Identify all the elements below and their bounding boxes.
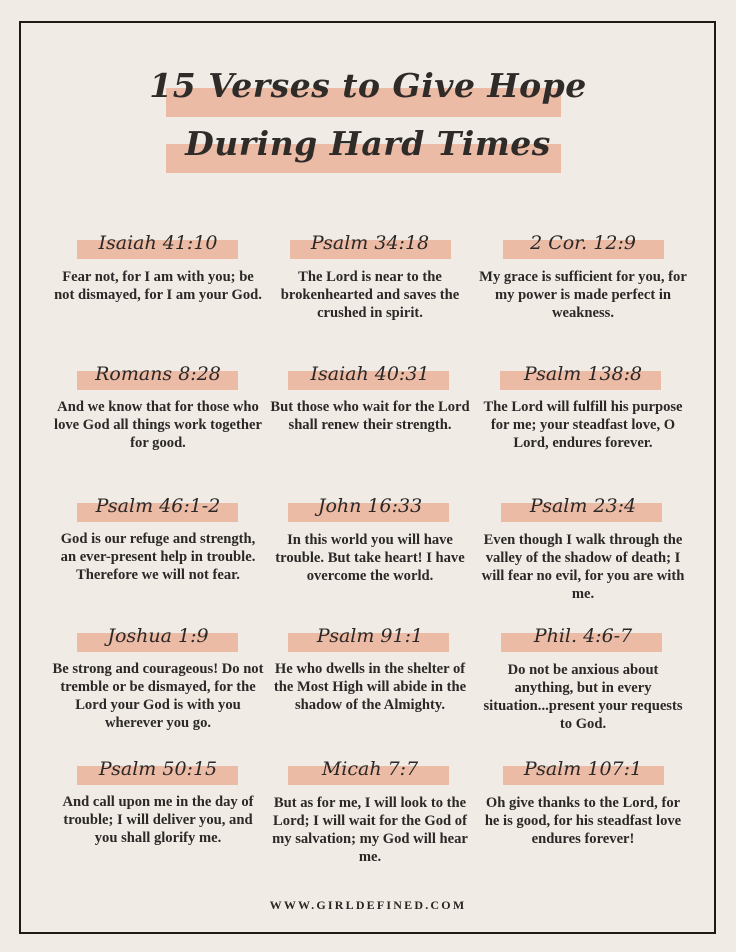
verse-reference: 2 Cor. 12:9 — [530, 232, 636, 254]
verse-reference: Psalm 46:1-2 — [95, 495, 221, 517]
verse-text: Even though I walk through the valley of the shadow of death; I will fear no evil, for you are with me. — [481, 532, 685, 602]
website-url: WWW.GIRLDEFINED.COM — [269, 898, 467, 912]
verse-reference: Isaiah 41:10 — [98, 232, 218, 254]
verse-text: The Lord will fulfill his purpose for me; your steadfast love, O Lord, endures forever. — [483, 399, 683, 451]
verse-text: Do not be anxious about anything, but in every situation...present your requests to God. — [483, 662, 683, 732]
verse-reference: Micah 7:7 — [321, 758, 419, 780]
page-title-line-2: During Hard Times — [185, 124, 551, 163]
verse-text: In this world you will have trouble. But take heart! I have overcome the world. — [275, 532, 465, 584]
verse-reference: John 16:33 — [317, 495, 423, 517]
verse-reference: Psalm 107:1 — [523, 758, 643, 780]
verse-reference: Psalm 34:18 — [310, 232, 430, 254]
verse-text: The Lord is near to the brokenhearted and saves the crushed in spirit. — [280, 269, 460, 321]
verse-text: But as for me, I will look to the Lord; I will wait for the God of my salvation; my God will hear me. — [272, 795, 468, 865]
page-title-line-1: 15 Verses to Give Hope — [149, 66, 587, 105]
verse-text: Fear not, for I am with you; be not dismayed, for I am your God. — [54, 269, 262, 303]
verse-reference: Psalm 138:8 — [523, 363, 643, 385]
verse-text: And we know that for those who love God all things work together for good. — [54, 399, 262, 451]
verse-text: He who dwells in the shelter of the Most High will abide in the shadow of the Almighty. — [273, 661, 467, 713]
verse-reference: Psalm 23:4 — [529, 495, 637, 517]
verse-text: Be strong and courageous! Do not tremble or be dismayed, for the Lord your God is with you wherever you go. — [52, 661, 264, 731]
verse-reference: Isaiah 40:31 — [310, 363, 430, 385]
verse-reference: Psalm 91:1 — [316, 625, 424, 647]
verse-text: God is our refuge and strength, an ever-present help in trouble. Therefore we will not fear. — [60, 531, 256, 583]
verse-text: But those who wait for the Lord shall renew their strength. — [270, 399, 470, 433]
verse-reference: Joshua 1:9 — [107, 625, 209, 647]
verse-reference: Psalm 50:15 — [98, 758, 218, 780]
verse-reference: Romans 8:28 — [95, 363, 221, 385]
verse-reference: Phil. 4:6-7 — [533, 625, 633, 647]
verse-text: And call upon me in the day of trouble; I will deliver you, and you shall glorify me. — [62, 794, 254, 846]
verse-text: Oh give thanks to the Lord, for he is good, for his steadfast love endures forever! — [484, 795, 682, 847]
verse-text: My grace is sufficient for you, for my power is made perfect in weakness. — [479, 269, 687, 321]
